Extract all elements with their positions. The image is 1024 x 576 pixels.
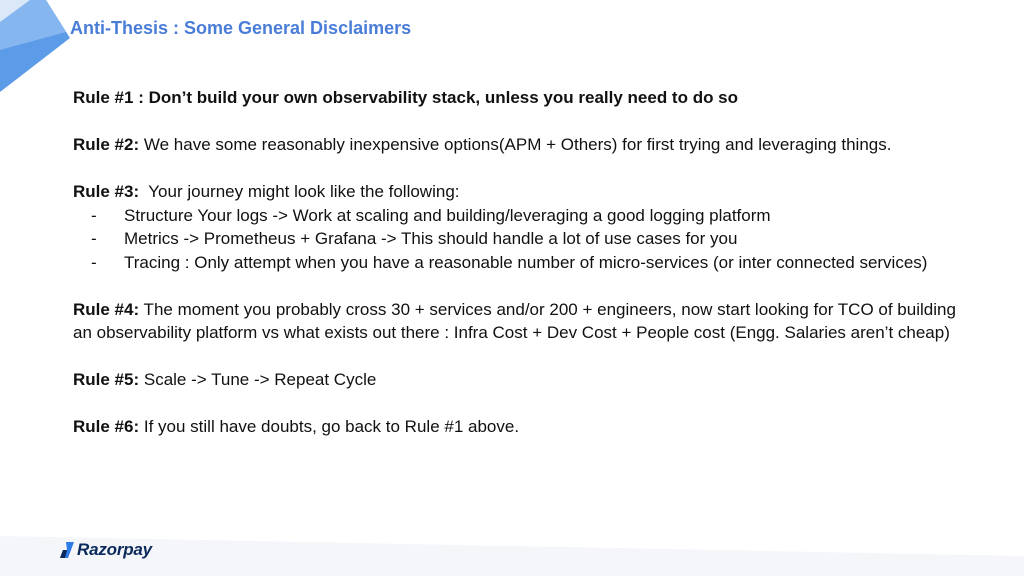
rule-4	[73, 298, 973, 345]
corner-decoration	[0, 0, 75, 95]
rule-5-text: Scale -> Tune -> Repeat Cycle	[139, 370, 377, 389]
list-item: - Metrics -> Prometheus + Grafana -> This should handle a lot of use cases for you	[73, 227, 973, 251]
rule-3-steps	[73, 204, 973, 275]
rule-6	[73, 415, 973, 439]
list-item: - Tracing : Only attempt when you have a reasonable number of micro-services (or inter connected services)	[73, 251, 973, 275]
rule-5-label: Rule #5:	[73, 370, 140, 389]
razorpay-logo-icon	[60, 542, 74, 558]
rule-1: Rule #1 : Don’t build your own observability stack, unless you really need to do so	[73, 88, 739, 107]
dash-marker: -	[91, 229, 97, 248]
rule-4-label: Rule #4:	[73, 299, 140, 319]
rule-6-text: If you still have doubts, go back to Rule #1 above.	[139, 417, 520, 436]
dash-marker: -	[91, 205, 97, 225]
rule-3-label: Rule #3:	[73, 182, 140, 201]
bottom-decoration	[0, 516, 1024, 576]
rules-content	[73, 86, 973, 462]
list-item: - Structure Your logs -> Work at scaling and building/leveraging a good logging platform	[73, 204, 973, 228]
rule-3	[73, 180, 973, 274]
slide-title: Anti-Thesis : Some General Disclaimers	[70, 18, 412, 38]
dash-marker: -	[91, 252, 97, 272]
rule-2	[73, 133, 973, 157]
rule-2-text: We have some reasonably inexpensive options(APM + Others) for first trying and leveraging things.	[139, 135, 892, 154]
rule-2-label: Rule #2:	[73, 135, 140, 154]
logo-text: Razorpay	[77, 540, 152, 559]
razorpay-logo	[60, 540, 152, 560]
rule-5	[73, 368, 973, 392]
rule-3-text: Your journey might look like the following:	[139, 182, 460, 201]
rule-4-text: The moment you probably cross 30 + services and/or 200 + engineers, now start looking for TCO of building an observability platform vs what exists out there : Infra Cost + Dev Cost + People cost (Engg. Salaries aren’t cheap)	[73, 299, 956, 342]
rule-6-label: Rule #6:	[73, 417, 140, 436]
